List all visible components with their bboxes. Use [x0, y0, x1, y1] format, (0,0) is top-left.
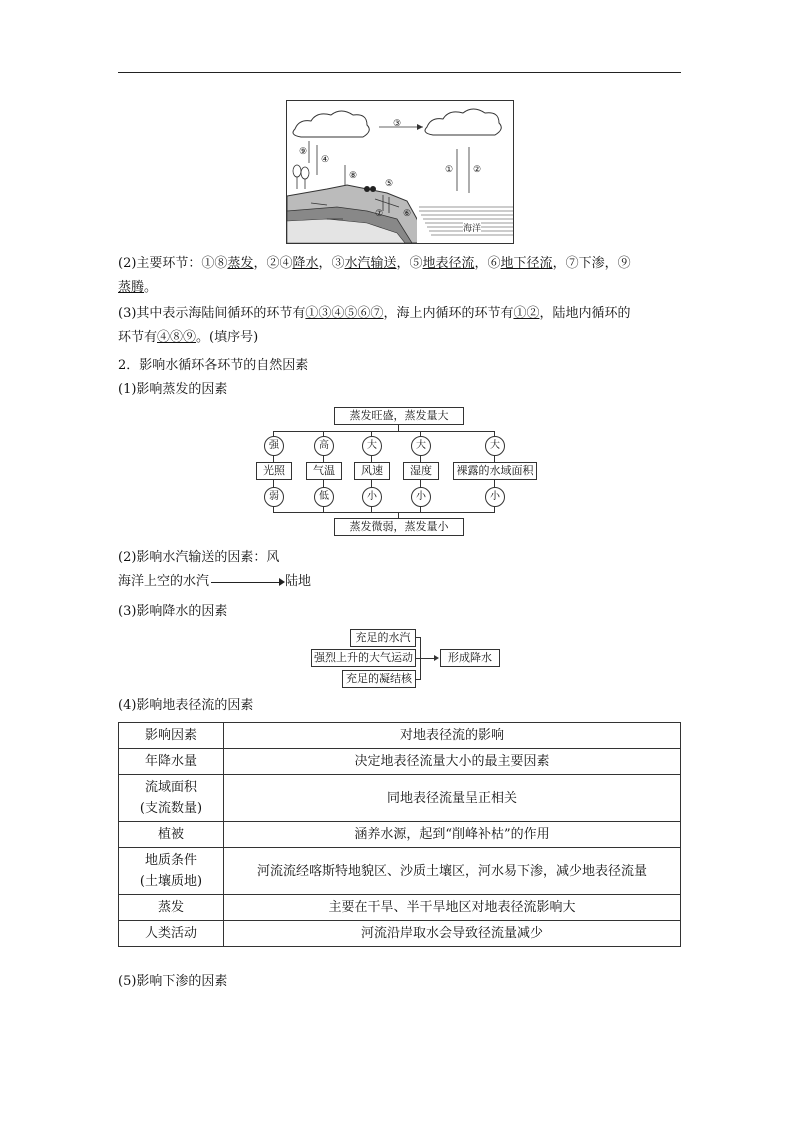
text: 。	[144, 280, 158, 295]
table-cell: 决定地表径流量大小的最主要因素	[224, 749, 681, 775]
main-links-paragraph	[118, 252, 681, 300]
text: 环节有	[118, 330, 158, 345]
factor-name: 光照	[256, 462, 292, 480]
section-2-title: 2．影响水循环各环节的自然因素	[118, 358, 309, 373]
table-row	[119, 822, 681, 848]
answer: ①②	[513, 306, 540, 321]
term: 降水	[292, 256, 319, 271]
factor-high: 大	[485, 436, 505, 456]
figure-marker: ①	[445, 165, 454, 175]
header-rule	[118, 72, 681, 73]
text: 。(填序号)	[196, 330, 259, 345]
factor-low: 小	[362, 487, 382, 507]
table-cell: 涵养水源，起到“削峰补枯”的作用	[224, 822, 681, 848]
figure-marker: ③	[393, 119, 402, 129]
term: 蒸腾	[118, 280, 145, 295]
text: ，③	[318, 256, 345, 271]
connector	[273, 431, 495, 432]
factor-name: 气温	[306, 462, 342, 480]
figure-marker: ⑥	[403, 209, 412, 219]
table-cell: 河流流经喀斯特地貌区、沙质土壤区，河水易下渗，减少地表径流量	[224, 848, 681, 895]
term: 水汽输送	[344, 256, 397, 271]
figure-marker: ⑦	[375, 209, 384, 219]
table-cell: 河流沿岸取水会导致径流量减少	[224, 921, 681, 947]
figure-marker: ⑤	[385, 179, 394, 189]
sub1-title: (1)影响蒸发的因素	[118, 382, 228, 397]
factor-low: 小	[411, 487, 431, 507]
table-cell: 主要在干旱、半干旱地区对地表径流影响大	[224, 895, 681, 921]
text: ，海上内循环的环节有	[383, 306, 514, 321]
text: ，⑦下渗，⑨	[552, 256, 631, 271]
term: 地表径流	[422, 256, 475, 271]
answer: ①③④⑤⑥⑦	[305, 306, 384, 321]
term: 蒸发	[227, 256, 254, 271]
term: 地下径流	[500, 256, 553, 271]
table-cell: 年降水量	[119, 749, 224, 775]
table-row	[119, 895, 681, 921]
table-header: 影响因素	[119, 723, 224, 749]
factor-low: 小	[485, 487, 505, 507]
figure-marker: ⑧	[349, 171, 358, 181]
vapor-destination: 陆地	[285, 574, 312, 589]
evap-bottom-box: 蒸发微弱，蒸发量小	[334, 518, 464, 536]
table-row	[119, 848, 681, 895]
table-row	[119, 749, 681, 775]
figure-marker: ⑨	[299, 147, 308, 157]
table-row	[119, 921, 681, 947]
arrow-line	[209, 578, 285, 586]
table-row	[119, 775, 681, 822]
text: (2)主要环节：①⑧	[118, 256, 228, 271]
table-header: 对地表径流的影响	[224, 723, 681, 749]
text: ，陆地内循环的	[539, 306, 631, 321]
sub5-title: (5)影响下渗的因素	[118, 974, 228, 989]
factor-name: 裸露的水域面积	[453, 462, 537, 480]
precip-factor: 强烈上升的大气运动	[311, 649, 416, 667]
ocean-label: 海洋	[463, 221, 481, 234]
vapor-source: 海洋上空的水汽	[118, 574, 210, 589]
figure-marker: ④	[321, 155, 330, 165]
connector	[415, 658, 435, 659]
runoff-factors-table	[118, 722, 681, 947]
sub3-title: (3)影响降水的因素	[118, 604, 228, 619]
table-cell: 植被	[119, 822, 224, 848]
factor-high: 强	[264, 436, 284, 456]
factor-high: 大	[362, 436, 382, 456]
table-cell: 人类活动	[119, 921, 224, 947]
evap-top-box: 蒸发旺盛，蒸发量大	[334, 407, 464, 425]
precip-factor: 充足的凝结核	[342, 670, 416, 688]
sub2-line	[118, 570, 681, 594]
water-cycle-diagram	[286, 100, 514, 244]
text: ，⑥	[474, 256, 501, 271]
factor-high: 高	[314, 436, 334, 456]
table-cell: 蒸发	[119, 895, 224, 921]
precip-result: 形成降水	[440, 649, 500, 667]
factor-high: 大	[411, 436, 431, 456]
table-header-row	[119, 723, 681, 749]
factor-low: 低	[314, 487, 334, 507]
text: (3)其中表示海陆间循环的环节有	[118, 306, 306, 321]
factor-name: 湿度	[403, 462, 439, 480]
factor-low: 弱	[264, 487, 284, 507]
table-cell: 地质条件 (土壤质地)	[119, 848, 224, 895]
text: ，⑤	[396, 256, 423, 271]
connector	[273, 512, 495, 513]
factor-name: 风速	[354, 462, 390, 480]
sub2-title: (2)影响水汽输送的因素：风	[118, 550, 280, 565]
answer: ④⑧⑨	[157, 330, 197, 345]
arrow-head	[434, 655, 439, 661]
table-cell: 流域面积 (支流数量)	[119, 775, 224, 822]
sub4-title: (4)影响地表径流的因素	[118, 698, 254, 713]
figure-marker: ②	[473, 165, 482, 175]
table-cell: 同地表径流量呈正相关	[224, 775, 681, 822]
text: ，②④	[253, 256, 293, 271]
precip-factor: 充足的水汽	[350, 629, 416, 647]
cycle-types-paragraph	[118, 302, 681, 350]
